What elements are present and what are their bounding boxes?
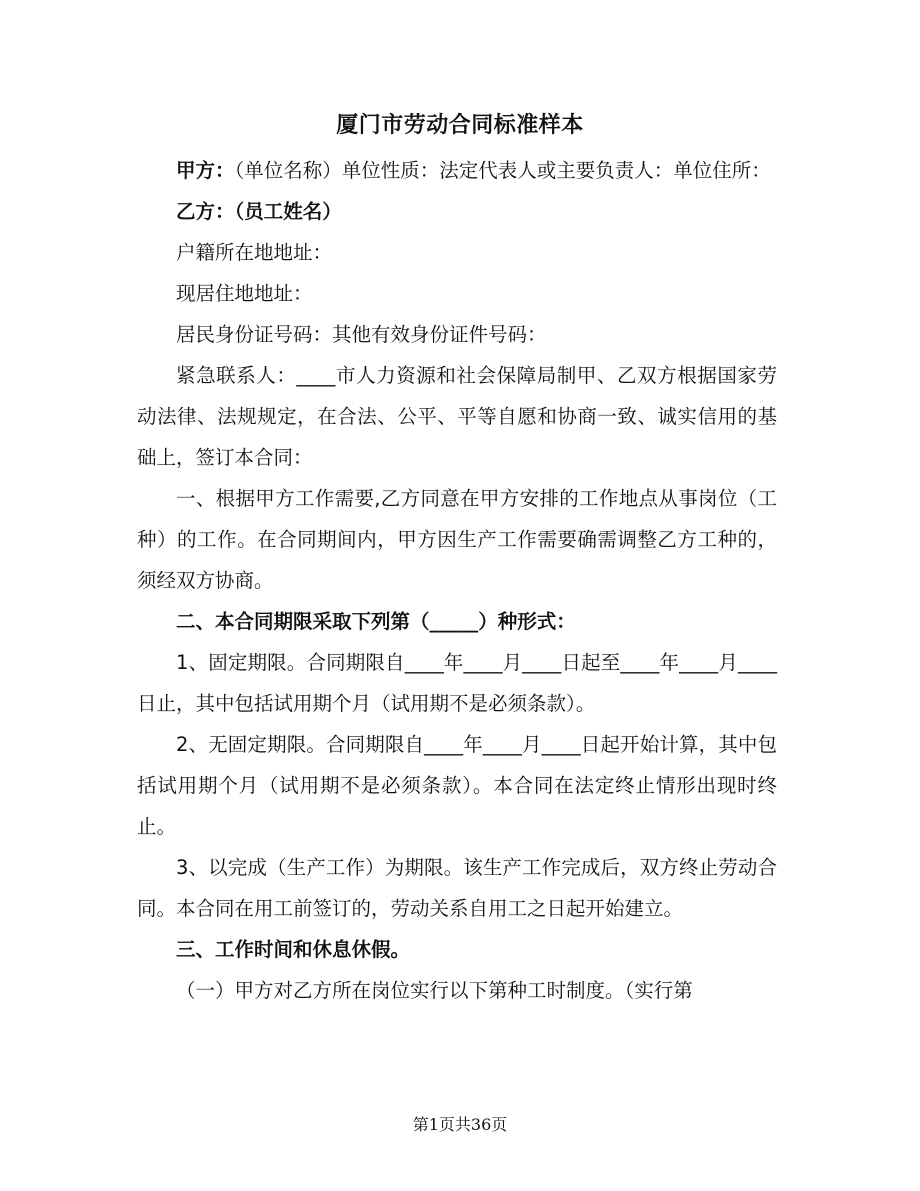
party-b-label: 乙方：（员工姓名） [176,200,342,223]
party-a-text: （单位名称）单位性质：法定代表人或主要负责人：单位住所： [234,159,771,182]
household-address-field: 户籍所在地地址： [176,241,333,264]
clause-2-heading: 二、本合同期限采取下列第（_____）种形式： [176,610,576,633]
document-body [137,150,777,1011]
intro-paragraph: 紧急联系人：____市人力资源和社会保障局制甲、乙双方根据国家劳动法律、法规规定，在合法、公平、平等自愿和协商一致、诚实信用的基础上，签订本合同： [137,364,777,469]
document-title: 厦门市劳动合同标准样本 [336,112,584,138]
clause-3-heading: 三、工作时间和休息休假。 [176,938,411,961]
clause-2-item-2: 2、无固定期限。合同期限自____年____月____日起开始计算，其中包括试用期个月（试用期不是必须条款）。本合同在法定终止情形出现时终止。 [137,733,777,838]
current-address-field: 现居住地地址： [176,282,313,305]
party-a-label: 甲方： [176,159,235,182]
id-number-field: 居民身份证号码：其他有效身份证件号码： [176,323,547,346]
clause-2-item-3: 3、以完成（生产工作）为期限。该生产工作完成后，双方终止劳动合同。本合同在用工前签订的，劳动关系自用工之日起开始建立。 [137,856,777,920]
clause-2-item-1: 1、固定期限。合同期限自____年____月____日起至____年____月____日止，其中包括试用期个月（试用期不是必须条款）。 [137,651,777,715]
party-a-paragraph [137,150,777,191]
clause-1-paragraph: 一、根据甲方工作需要,乙方同意在甲方安排的工作地点从事岗位（工种）的工作。在合同期间内，甲方因生产工作需要确需调整乙方工种的，须经双方协商。 [137,487,777,592]
clause-3-item-1: （一）甲方对乙方所在岗位实行以下第种工时制度。（实行第 [176,979,693,1002]
page-number: 第1页共36页 [412,1115,508,1134]
